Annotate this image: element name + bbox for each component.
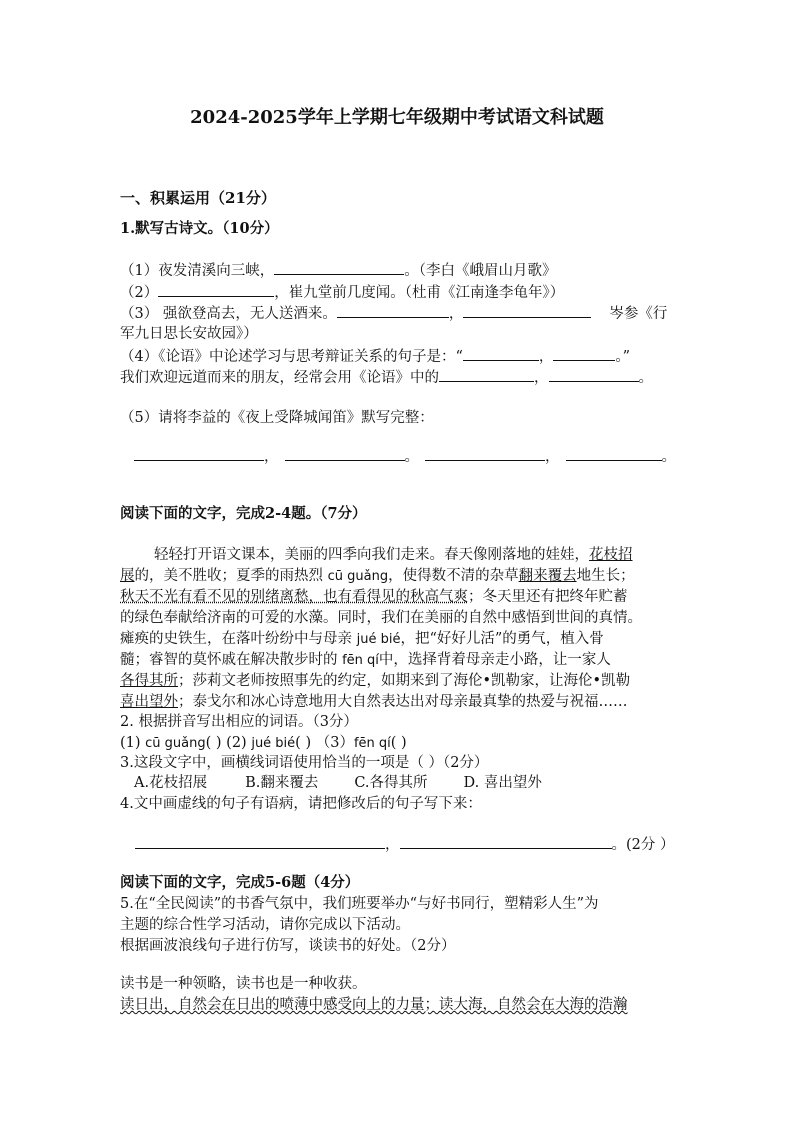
answer-blank[interactable] [135,834,385,849]
q1-item-5: （5）请将李益的《夜上受降城闻笛》默写完整： [120,410,434,426]
passage-line-2 [120,566,635,587]
section-heading: 一、积累运用（21分） [120,189,276,207]
question-3-options [134,773,542,793]
passage-text: ；莎莉文老师按照事先的约定，如期来到了海伦•凯勒家，让海伦•凯勒 [178,673,631,689]
answer-blank[interactable] [274,260,404,275]
option-b[interactable]: B.翻来覆去 [245,775,319,791]
passage-text: 髓；睿智的莫怀戚在解决散步时的 [120,652,343,668]
answer-slot[interactable]: ( ) [205,735,222,751]
q1-item-5-sep: ， [264,449,279,465]
question-4-blanks [135,834,675,855]
passage-text: 轻轻打开语文课本，美丽的四季向我们走来。春天像刚落地的娃娃， [154,547,589,563]
pinyin: fēn qí [342,653,379,668]
passage-line-7 [120,671,630,691]
answer-blank[interactable] [549,367,639,382]
q1-item-2-text-a: （2） [120,285,159,301]
question-5-line-1: 5.在“全民阅读”的书香气氛中，我们班要举办“与好书同行，塑精彩人生”为 [120,896,599,912]
question-1-heading: 1.默写古诗文。（10分） [120,220,279,237]
answer-slot[interactable]: ( ) [295,735,312,751]
underlined-phrase: 喜出望外 [120,694,178,710]
q1-item-4-text-b: ， [538,349,554,365]
q1-item-5-sep: 。 [661,449,676,465]
pinyin: cū guǎng [145,736,206,751]
passage-text: ；冬天里还有把终年贮蓄 [468,589,628,605]
q1-item-4-text-e: ， [534,370,549,386]
answer-slot[interactable]: ( ) [390,735,407,751]
q1-item-1-text-a: （1）夜发清溪向三峡， [120,263,275,279]
q1-item-3-text-c: 岑参《行 [609,306,668,322]
q1-item-5-sep: ， [545,449,560,465]
dotted-underlined-sentence: 秋天不光有看不见的别绪离愁，也有看得见的秋高气爽 [120,589,468,605]
answer-blank[interactable] [553,346,615,361]
reading-1-heading: 阅读下面的文字，完成2-4题。（7分） [120,505,367,522]
q1-item-4-text-d: 我们欢迎远道而来的朋友，经常会用《论语》中的 [120,370,439,386]
answer-blank[interactable] [134,446,264,461]
q1-item-5-blanks [134,446,676,467]
option-c[interactable]: C.各得其所 [354,775,428,791]
q1-item-4-text-a: （4）《论语》中论述学习与思考辩证关系的句子是：“ [120,349,463,365]
answer-blank[interactable] [463,303,591,318]
question-2-items [120,733,407,754]
q4-sep: ， [385,837,400,853]
passage-text: ，把“好好儿活”的勇气，植入骨 [400,631,604,647]
reading-2-heading: 阅读下面的文字，完成5-6题（4分） [120,874,360,891]
q1-item-1 [120,260,556,281]
passage-line-4: 的绿色奉献给济南的可爱的水藻。同时，我们在美丽的自然中感悟到世间的真情。 [120,610,642,626]
q1-item-1-text-b: 。（李白《峨眉山月歌》 [404,263,557,279]
underlined-phrase: 各得其所 [120,673,178,689]
passage-text: 中，选择背着母亲走小路，让一家人 [378,652,611,668]
q2-label-2: (2) [221,735,252,751]
q1-item-4-text-f: 。 [638,370,653,386]
passage-line-3 [120,587,628,607]
q1-item-2 [120,282,564,303]
question-2-stem: 2. 根据拼音写出相应的词语。（3分） [120,714,358,730]
underlined-phrase: 花枝招 [589,547,633,563]
pinyin: jué bié [356,632,401,647]
q1-item-3-text-a: （3） 强欲登高去，无人送酒来。 [120,306,337,322]
pinyin: cū guǎng [327,569,389,584]
answer-blank[interactable] [337,303,449,318]
q1-item-4 [120,346,630,367]
question-5-line-2: 主题的综合性学习活动，请你完成以下活动。 [120,917,410,933]
passage-text: ，使得数不清的杂草 [388,568,519,584]
q1-item-3-text-b: ， [448,306,464,322]
passage-line-1 [154,545,633,565]
answer-blank[interactable] [158,282,274,297]
answer-blank[interactable] [566,446,662,461]
underlined-phrase: 翻来覆去 [518,568,577,584]
question-5-line-3: 根据画波浪线句子进行仿写，谈读书的好处。（2分） [120,938,456,954]
answer-blank[interactable] [425,446,545,461]
question-4-stem: 4.文中画虚线的句子有语病，请把修改后的句子写下来： [120,796,482,812]
q1-item-4-text-c: 。” [615,349,631,365]
q1-item-4-cont [120,367,653,388]
q2-label-1: (1) [120,735,146,751]
wavy-underlined-sentence: 读日出，自然会在日出的喷薄中感受向上的力量；读大海，自然会在大海的浩瀚 [120,997,628,1013]
passage-line-5 [120,629,604,650]
pinyin: jué bié [251,736,296,751]
passage-text: 地生长； [576,568,635,584]
passage-text: 瘫痪的史铁生，在落叶纷纷中与母亲 [120,631,357,647]
question-5-line-4: 读书是一种领略，读书也是一种收获。 [120,976,367,992]
option-a[interactable]: A.花枝招展 [134,775,208,791]
answer-blank[interactable] [439,367,534,382]
q1-item-2-text-b: ，崔九堂前几度闻。（杜甫《江南逢李龟年》） [274,285,565,301]
pinyin: fēn qí [353,736,391,751]
q1-item-5-sep: 。 [404,449,419,465]
underlined-phrase: 展 [120,568,135,584]
passage-line-8 [120,692,628,712]
q1-item-3 [120,303,667,324]
passage-text: 的，美不胜收；夏季的雨热烈 [134,568,328,584]
q2-label-3: （3） [311,735,354,751]
answer-blank[interactable] [400,834,612,849]
answer-blank[interactable] [463,346,539,361]
q1-item-3-cont: 军九日思长安故园》） [120,326,258,342]
answer-blank[interactable] [285,446,405,461]
passage-line-6 [120,650,611,671]
q4-tail: 。(2分 ） [611,837,675,853]
page-title: 2024-2025学年上学期七年级期中考试语文科试题 [190,107,604,128]
option-d[interactable]: D. 喜出望外 [463,775,542,791]
passage-text: ；泰戈尔和冰心诗意地用大自然表达出对母亲最真挚的热爱与祝福…… [178,694,628,710]
question-3-stem: 3.这段文字中，画横线词语使用恰当的一项是（ ）（2分） [120,755,489,771]
